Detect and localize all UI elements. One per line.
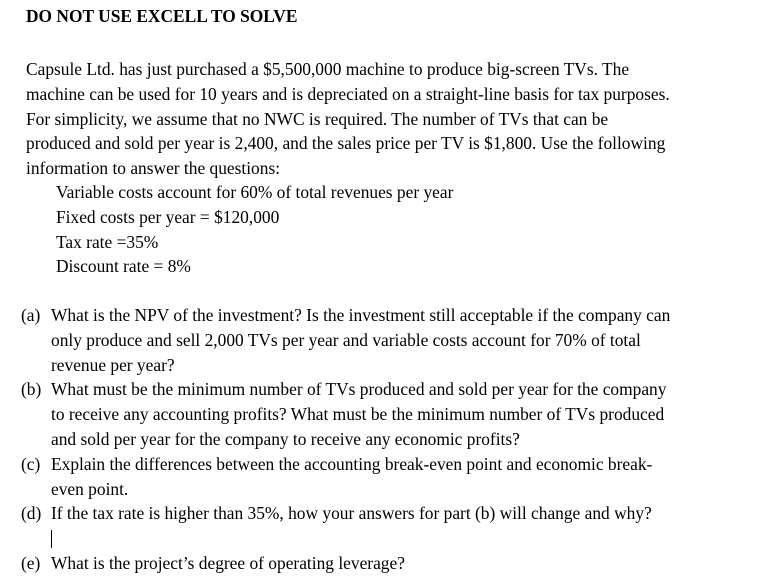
text-cursor (51, 530, 52, 548)
question-line: revenue per year? (51, 354, 175, 375)
question-line: and sold per year for the company to receive any economic profits? (51, 428, 520, 449)
question-label: (b) (21, 379, 42, 400)
question-label: (a) (21, 305, 41, 325)
document-heading: DO NOT USE EXCELL TO SOLVE (26, 6, 298, 26)
question-e (21, 551, 670, 576)
question-line: only produce and sell 2,000 TVs per year and variable costs account for 70% of total (51, 329, 641, 350)
assumption-fixed-costs: Fixed costs per year = $120,000 (56, 206, 280, 227)
question-c (21, 452, 670, 502)
statement-line: For simplicity, we assume that no NWC is required. The number of TVs that can be (26, 108, 609, 129)
statement-line: produced and sold per year is 2,400, and the sales price per TV is $1,800. Use the following (26, 133, 666, 154)
statement-line: machine can be used for 10 years and is depreciated on a straight-line basis for tax purposes. (26, 83, 670, 104)
question-d (21, 501, 670, 526)
text-cursor-row[interactable] (21, 526, 670, 551)
question-a (21, 303, 670, 377)
question-label: (d) (21, 503, 42, 524)
assumption-tax-rate: Tax rate =35% (56, 231, 159, 252)
questions-list (21, 303, 670, 576)
assumption-discount-rate: Discount rate = 8% (56, 256, 191, 277)
question-line: What is the project’s degree of operating leverage? (51, 552, 405, 573)
question-label: (c) (21, 453, 41, 474)
statement-line: information to answer the questions: (26, 158, 281, 179)
question-line: What must be the minimum number of TVs produced and sold per year for the company (51, 379, 667, 400)
assumptions-list (56, 180, 453, 279)
question-line: to receive any accounting profits? What must be the minimum number of TVs produced (51, 404, 665, 425)
question-line: Explain the differences between the accounting break-even point and economic break- (51, 453, 653, 474)
question-line: What is the NPV of the investment? Is the investment still acceptable if the company can (51, 305, 671, 325)
question-b (21, 377, 670, 451)
problem-statement (26, 57, 776, 181)
statement-line: Capsule Ltd. has just purchased a $5,500,000 machine to produce big-screen TVs. The (26, 59, 630, 79)
question-line: even point. (51, 478, 129, 499)
assumption-variable-costs: Variable costs account for 60% of total revenues per year (56, 182, 454, 202)
question-line: If the tax rate is higher than 35%, how your answers for part (b) will change and why? (51, 503, 652, 524)
question-label: (e) (21, 552, 41, 573)
